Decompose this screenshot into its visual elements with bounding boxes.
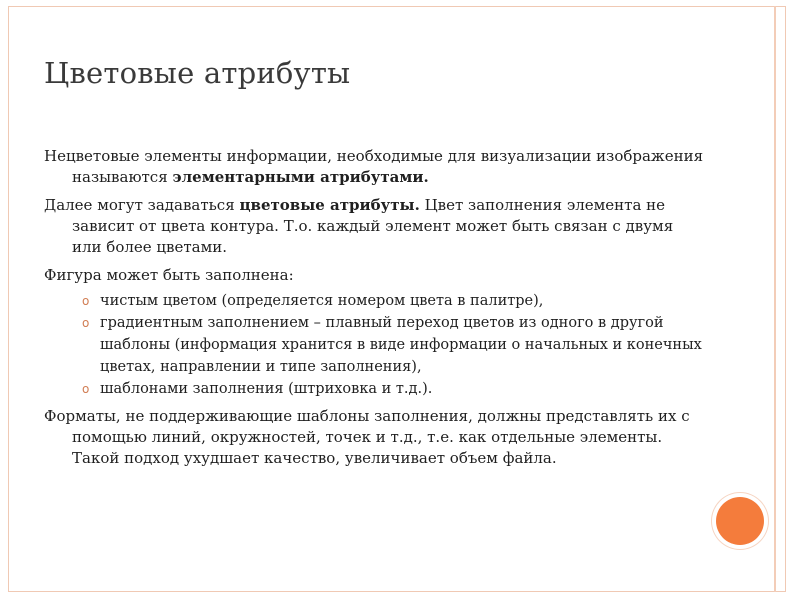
fill-options-list (44, 290, 704, 400)
bullet-circle-icon: o (82, 294, 90, 308)
list-item-text: чистым цветом (определяется номером цвета в палитре), (100, 293, 544, 309)
paragraph-elementary-attributes (44, 146, 704, 188)
list-item-text: градиентным заполнением – плавный переход цветов из одного в другой шаблоны (информация хранится в виде информации о начальных и конечных цветах, направлении и типе заполнения), (100, 315, 702, 375)
accent-circle (716, 497, 764, 545)
list-item (44, 290, 704, 312)
paragraph-text-tail: Цвет заполнения элемента не зависит от цвета контура. Т.о. каждый элемент может быть связан с двумя или более цветами. (72, 196, 674, 256)
paragraph-color-attributes (44, 195, 704, 258)
list-item-text: шаблонами заполнения (штриховка и т.д.). (100, 381, 433, 397)
paragraph-text: Нецветовые элементы информации, необходимые для визуализации изображения называются (44, 147, 704, 186)
bullet-circle-icon: o (82, 316, 90, 330)
right-decorative-line (774, 6, 776, 592)
bold-term-color-attributes: цветовые атрибуты. (239, 196, 420, 214)
paragraph-fill-intro (44, 265, 704, 286)
bold-term-elementary-attributes: элементарными атрибутами. (172, 168, 429, 186)
paragraph-text: Фигура может быть заполнена: (44, 266, 294, 284)
slide-title: Цветовые атрибуты (44, 56, 351, 90)
bullet-circle-icon: o (82, 382, 90, 396)
list-item (44, 378, 704, 400)
list-item (44, 312, 704, 378)
slide-content (44, 146, 704, 476)
paragraph-formats: Форматы, не поддерживающие шаблоны заполнения, должны представлять их с помощью линий, окружностей, точек и т.д., т.е. как отдельные элементы. Такой подход ухудшает качество, увеличивает объем файла. (44, 407, 690, 467)
paragraph-text: Далее могут задаваться (44, 196, 240, 214)
